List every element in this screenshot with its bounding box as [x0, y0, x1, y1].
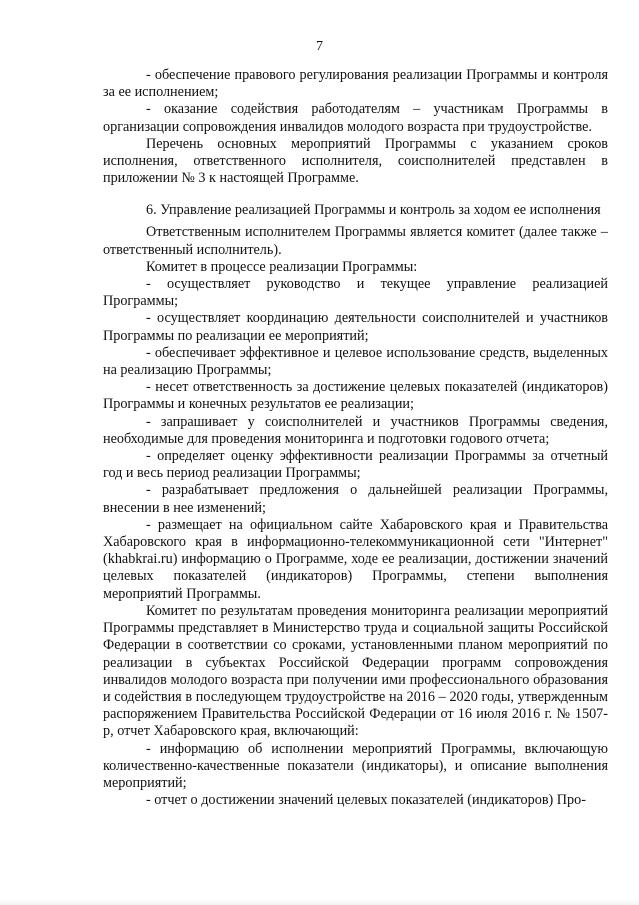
list-item-8: - размещает на официальном сайте Хабаровского края и Правительства Хабаровского края в информационно-телекоммуникационной сети "Интернет" (khabkrai.ru) информацию о Программе, ходе ее реализации, достижении значений целевых показателей (индикаторов) Программы, степени выполнения мероприятий Программы.: [103, 516, 608, 602]
section-heading-text: 6. Управление реализацией Программы и контроль за ходом ее исполнения: [146, 202, 601, 219]
list-item-2: - осуществляет координацию деятельности соисполнителей и участников Программы по реализации ее мероприятий;: [103, 310, 608, 344]
list-item-10: - отчет о достижении значений целевых показателей (индикаторов) Про-: [146, 792, 586, 809]
list-item-6: - определяет оценку эффективности реализации Программы за отчетный год и весь период реализации Программы;: [103, 448, 608, 482]
list-item-4: - несет ответственность за достижение целевых показателей (индикаторов) Программы и конечных результатов ее реализации;: [103, 379, 608, 413]
list-item-9: - информацию об исполнении мероприятий Программы, включающую количественно-качественные показатели (индикаторы), и описание выполнения мероприятий;: [103, 740, 608, 791]
page-number: 7: [316, 39, 323, 54]
section-paragraph-3: Комитет по результатам проведения мониторинга реализации мероприятий Программы представляет в Министерство труда и социальной защиты Российской Федерации в соответствии со сроками, установленными планом мероприятий по реализации в субъектах Российской Федерации программ сопровождения инвалидов молодого возраста при получении ими профессионального образования и содействия в последующем трудоустройстве на 2016 – 2020 годы, утвержденным распоряжением Правительства Российской Федерации от 16 июля 2016 г. № 1507-р, отчет Хабаровского края, включающий:: [103, 602, 608, 740]
scan-edge: [0, 899, 639, 905]
list-item-1: - осуществляет руководство и текущее управление реализацией Программы;: [103, 276, 608, 310]
section-paragraph-1: Ответственным исполнителем Программы является комитет (далее также – ответственный исполнитель).: [103, 224, 608, 258]
list-item-3: - обеспечивает эффективное и целевое использование средств, выделенных на реализацию Программы;: [103, 344, 608, 379]
intro-paragraph-2: - оказание содействия работодателям – участникам Программы в организации сопровождения инвалидов молодого возраста при трудоустройстве.: [103, 101, 608, 135]
list-item-5: - запрашивает у соисполнителей и участников Программы сведения, необходимые для проведения мониторинга и подготовки годового отчета;: [103, 413, 608, 447]
intro-paragraph-1: - обеспечение правового регулирования реализации Программы и контроля за ее исполнением;: [103, 67, 608, 101]
list-item-7: - разрабатывает предложения о дальнейшей реализации Программы, внесении в нее изменений;: [103, 482, 608, 516]
section-heading: [103, 203, 608, 217]
intro-paragraph-3: Перечень основных мероприятий Программы с указанием сроков исполнения, ответственного исполнителя, соисполнителей представлен в приложении № 3 к настоящей Программе.: [103, 135, 608, 187]
section-paragraph-2: Комитет в процессе реализации Программы:: [146, 258, 418, 275]
document-body: [103, 67, 608, 809]
